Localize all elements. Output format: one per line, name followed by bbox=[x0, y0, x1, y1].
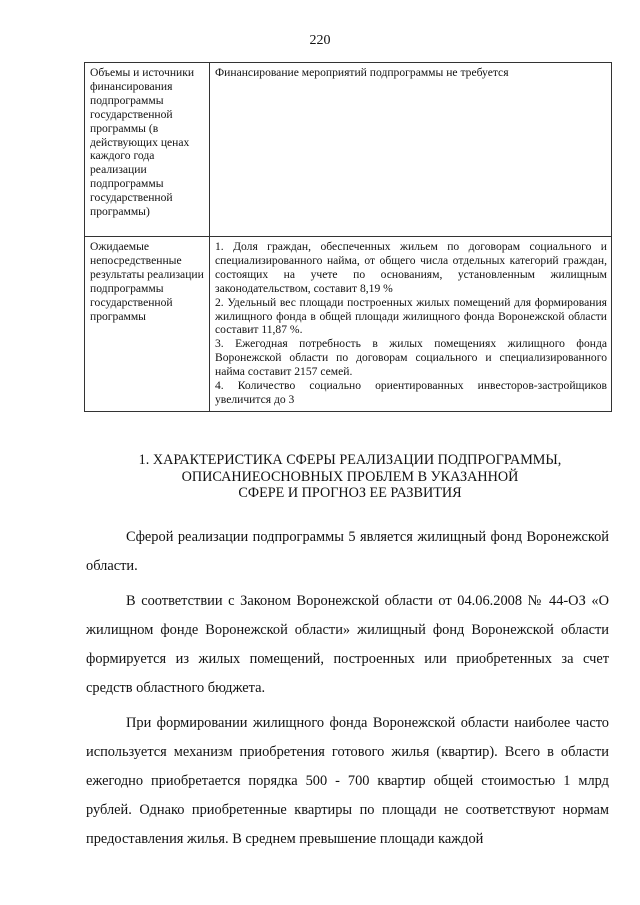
paragraph: Сферой реализации подпрограммы 5 является жилищный фонд Воронежской области. bbox=[86, 529, 609, 574]
heading-line: 1. ХАРАКТЕРИСТИКА СФЕРЫ РЕАЛИЗАЦИИ ПОДПРОГРАММЫ, bbox=[138, 452, 562, 468]
result-item: 4. Количество социально ориентированных инвесторов-застройщиков увеличится до 3 bbox=[215, 379, 607, 406]
result-item: 1. Доля граждан, обеспеченных жильем по договорам социального и специализированного найма, от общего числа отдельных категорий граждан, состоящих на учете по основаниям, установленным жилищным законодательством, составит 8,19 % bbox=[215, 240, 607, 295]
expected-results-value-cell bbox=[210, 237, 612, 412]
table-row bbox=[85, 63, 612, 237]
subprogram-passport-table bbox=[84, 62, 612, 412]
result-item: 3. Ежегодная потребность в жилых помещениях жилищного фонда Воронежской области по договорам социального и специализированного найма составит 2157 семей. bbox=[215, 337, 607, 379]
paragraph: При формировании жилищного фонда Воронежской области наиболее часто используется механизм приобретения готового жилья (квартир). Всего в области ежегодно приобретается порядка 500 - 700 квартир общей стоимостью 1 млрд рублей. Однако приобретенные квартиры по площади не соответствуют нормам предоставления жилья. В среднем превышение площади каждой bbox=[86, 715, 609, 847]
result-item: 2. Удельный вес площади построенных жилых помещений для формирования жилищного фонда в общей площади жилищного фонда Воронежской области составит 11,87 %. bbox=[215, 295, 607, 337]
section-heading bbox=[90, 452, 610, 502]
page-number: 220 bbox=[309, 33, 331, 48]
body-text bbox=[86, 523, 609, 860]
financing-value-cell: Финансирование мероприятий подпрограммы не требуется bbox=[210, 63, 612, 237]
table-row bbox=[85, 237, 612, 412]
paragraph: В соответствии с Законом Воронежской области от 04.06.2008 № 44-ОЗ «О жилищном фонде Воронежской области» жилищный фонд Воронежской области формируется из жилых помещений, построенных или приобретенных за счет средств областного бюджета. bbox=[86, 593, 609, 696]
financing-label-cell: Объемы и источники финансирования подпрограммы государственной программы (в действующих ценах каждого года реализации подпрограммы государственной программы) bbox=[85, 63, 210, 237]
heading-line: СФЕРЕ И ПРОГНОЗ ЕЕ РАЗВИТИЯ bbox=[238, 485, 462, 501]
heading-line: ОПИСАНИЕОСНОВНЫХ ПРОБЛЕМ В УКАЗАННОЙ bbox=[181, 468, 519, 485]
expected-results-label-cell: Ожидаемые непосредственные результаты реализации подпрограммы государственной программы bbox=[85, 237, 210, 412]
